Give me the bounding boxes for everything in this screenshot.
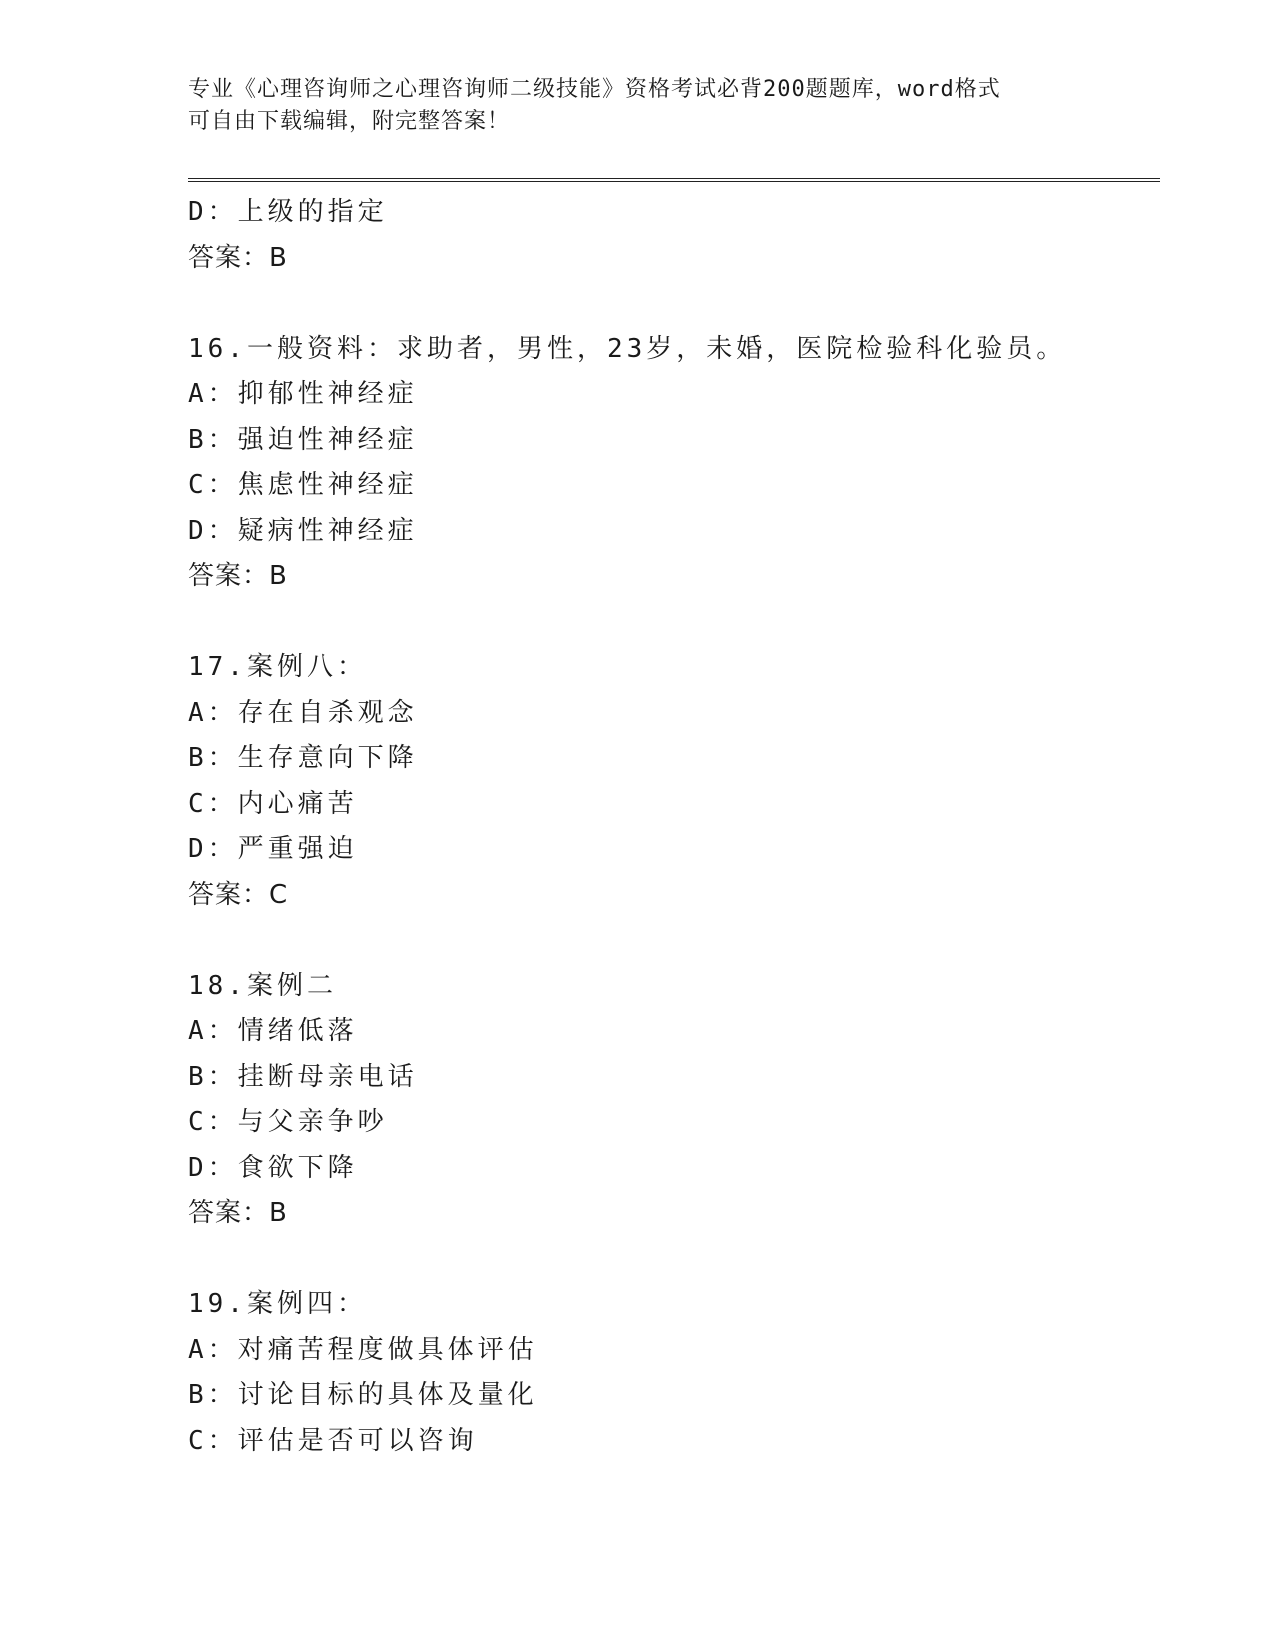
header-divider — [188, 178, 1160, 182]
option-line: B：强迫性神经症 — [188, 424, 418, 455]
option-line: A：存在自杀观念 — [188, 697, 418, 728]
spacer — [188, 281, 1148, 327]
question-stem: 16.一般资料：求助者，男性，23岁，未婚，医院检验科化验员。 — [188, 333, 1067, 364]
option-line: D：上级的指定 — [188, 197, 388, 227]
header-line-1: 专业《心理咨询师之心理咨询师二级技能》资格考试必背200题题库，word格式 — [188, 77, 1001, 102]
option-line: C：焦虑性神经症 — [188, 470, 418, 500]
spacer — [188, 600, 1148, 646]
question-stem: 18.案例二 — [188, 970, 337, 1001]
option-line: A：抑郁性神经症 — [188, 379, 418, 409]
document-header — [188, 74, 1088, 138]
question-stem: 17.案例八： — [188, 652, 367, 682]
option-line: B：讨论目标的具体及量化 — [188, 1380, 538, 1410]
spacer — [188, 1237, 1148, 1283]
option-line: A：对痛苦程度做具体评估 — [188, 1334, 538, 1365]
answer-line: 答案：B — [188, 242, 288, 273]
option-line: D：严重强迫 — [188, 834, 358, 864]
answer-line: 答案：B — [188, 561, 288, 591]
option-line: B：生存意向下降 — [188, 743, 418, 773]
answer-line: 答案：B — [188, 1198, 288, 1228]
question-list — [188, 190, 1148, 1464]
option-line: C：评估是否可以咨询 — [188, 1425, 478, 1456]
question-stem: 19.案例四： — [188, 1289, 367, 1319]
option-line: D：食欲下降 — [188, 1152, 358, 1183]
option-line: C：内心痛苦 — [188, 788, 358, 819]
option-line: D：疑病性神经症 — [188, 515, 418, 546]
option-line: B：挂断母亲电话 — [188, 1061, 418, 1092]
option-line: A：情绪低落 — [188, 1016, 358, 1046]
option-line: C：与父亲争吵 — [188, 1107, 388, 1137]
header-line-2: 可自由下载编辑，附完整答案！ — [188, 109, 511, 134]
spacer — [188, 918, 1148, 964]
answer-line: 答案：C — [188, 879, 289, 910]
